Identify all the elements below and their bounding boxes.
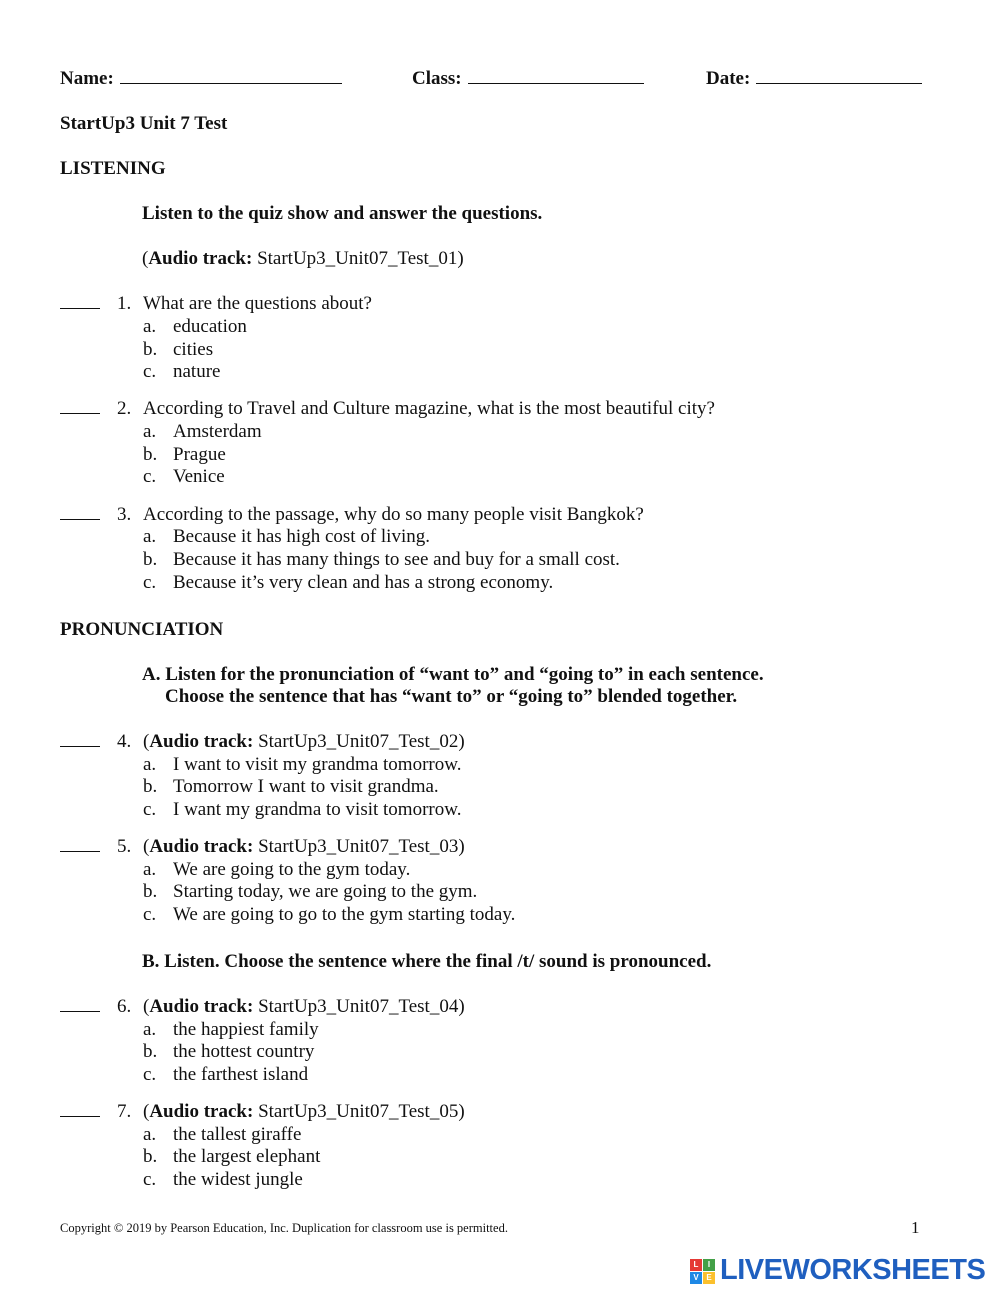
question-3-option-c[interactable]: c. Because it’s very clean and has a strong economy. (143, 572, 554, 593)
question-3 (60, 504, 100, 526)
answer-blank-1[interactable] (60, 307, 100, 309)
question-4-audio: (Audio track: StartUp3_Unit07_Test_02) (143, 731, 465, 752)
question-7 (60, 1101, 100, 1123)
liveworksheets-icon (690, 1259, 716, 1285)
question-4-option-c[interactable]: c. I want my grandma to visit tomorrow. (143, 799, 462, 820)
question-7-option-a[interactable]: a. the tallest giraffe (143, 1124, 302, 1145)
question-5-option-a[interactable]: a. We are going to the gym today. (143, 859, 411, 880)
question-7-option-c[interactable]: c. the widest jungle (143, 1169, 303, 1190)
question-7-number: 7. (117, 1101, 132, 1122)
logo-tile-e: E (703, 1272, 715, 1284)
question-1-option-c[interactable]: c. nature (143, 361, 221, 382)
class-label: Class: (412, 68, 462, 89)
pronunciation-instruction-b: B. Listen. Choose the sentence where the final /t/ sound is pronounced. (142, 951, 712, 972)
question-4-option-b[interactable]: b. Tomorrow I want to visit grandma. (143, 776, 439, 797)
question-3-number: 3. (117, 504, 132, 525)
question-2-option-a[interactable]: a. Amsterdam (143, 421, 262, 442)
question-6-number: 6. (117, 996, 132, 1017)
logo-tile-i: I (703, 1259, 715, 1271)
answer-blank-3[interactable] (60, 518, 100, 520)
logo-tile-v: V (690, 1272, 702, 1284)
listening-heading: LISTENING (60, 158, 166, 179)
liveworksheets-logo[interactable] (690, 1253, 990, 1287)
question-1-text: What are the questions about? (143, 293, 372, 314)
audio-track-name: StartUp3_Unit07_Test_01) (252, 248, 464, 269)
listening-instruction: Listen to the quiz show and answer the questions. (142, 203, 543, 224)
name-field[interactable] (60, 68, 342, 90)
question-6-option-b[interactable]: b. the hottest country (143, 1041, 315, 1062)
question-3-text: According to the passage, why do so many people visit Bangkok? (143, 504, 644, 525)
question-6-option-c[interactable]: c. the farthest island (143, 1064, 309, 1085)
question-6-audio: (Audio track: StartUp3_Unit07_Test_04) (143, 996, 465, 1017)
date-label: Date: (706, 68, 751, 89)
question-6 (60, 996, 100, 1018)
question-2-text: According to Travel and Culture magazine, what is the most beautiful city? (143, 398, 715, 419)
question-7-audio: (Audio track: StartUp3_Unit07_Test_05) (143, 1101, 465, 1122)
question-1-number: 1. (117, 293, 132, 314)
name-line[interactable] (120, 82, 342, 84)
copyright-notice: Copyright © 2019 by Pearson Education, Inc. Duplication for classroom use is permitted. (60, 1221, 508, 1235)
class-field[interactable] (412, 68, 644, 90)
question-2-option-b[interactable]: b. Prague (143, 444, 226, 465)
pronunciation-instruction-a-line2: Choose the sentence that has “want to” or “going to” blended together. (165, 686, 738, 707)
question-4 (60, 731, 100, 753)
question-2-option-c[interactable]: c. Venice (143, 466, 225, 487)
question-3-option-a[interactable]: a. Because it has high cost of living. (143, 526, 430, 547)
question-5 (60, 836, 100, 858)
pronunciation-instruction-a-line1: A. Listen for the pronunciation of “want to” and “going to” in each sentence. (142, 664, 764, 685)
date-field[interactable] (706, 68, 922, 90)
audio-track-label: Audio track: (148, 248, 253, 269)
question-1-option-a[interactable]: a. education (143, 316, 247, 337)
name-label: Name: (60, 68, 114, 89)
question-7-option-b[interactable]: b. the largest elephant (143, 1146, 321, 1167)
question-5-option-b[interactable]: b. Starting today, we are going to the gym. (143, 881, 478, 902)
answer-blank-6[interactable] (60, 1010, 100, 1012)
logo-tile-l: L (690, 1259, 702, 1271)
question-5-number: 5. (117, 836, 132, 857)
answer-blank-2[interactable] (60, 412, 100, 414)
question-6-option-a[interactable]: a. the happiest family (143, 1019, 319, 1040)
class-line[interactable] (468, 82, 644, 84)
answer-blank-7[interactable] (60, 1115, 100, 1117)
answer-blank-5[interactable] (60, 850, 100, 852)
question-5-audio: (Audio track: StartUp3_Unit07_Test_03) (143, 836, 465, 857)
question-4-option-a[interactable]: a. I want to visit my grandma tomorrow. (143, 754, 462, 775)
liveworksheets-wordmark: LIVEWORKSHEETS (720, 1254, 986, 1286)
page-title: StartUp3 Unit 7 Test (60, 113, 228, 134)
page-number: 1 (911, 1218, 920, 1237)
answer-blank-4[interactable] (60, 745, 100, 747)
question-2-number: 2. (117, 398, 132, 419)
date-line[interactable] (756, 82, 922, 84)
question-2 (60, 398, 100, 420)
question-1 (60, 293, 100, 315)
question-4-number: 4. (117, 731, 132, 752)
question-3-option-b[interactable]: b. Because it has many things to see and buy for a small cost. (143, 549, 620, 570)
question-5-option-c[interactable]: c. We are going to go to the gym starting today. (143, 904, 516, 925)
listening-audio-track: (Audio track: StartUp3_Unit07_Test_01) (142, 248, 464, 269)
question-1-option-b[interactable]: b. cities (143, 339, 214, 360)
pronunciation-heading: PRONUNCIATION (60, 619, 224, 640)
